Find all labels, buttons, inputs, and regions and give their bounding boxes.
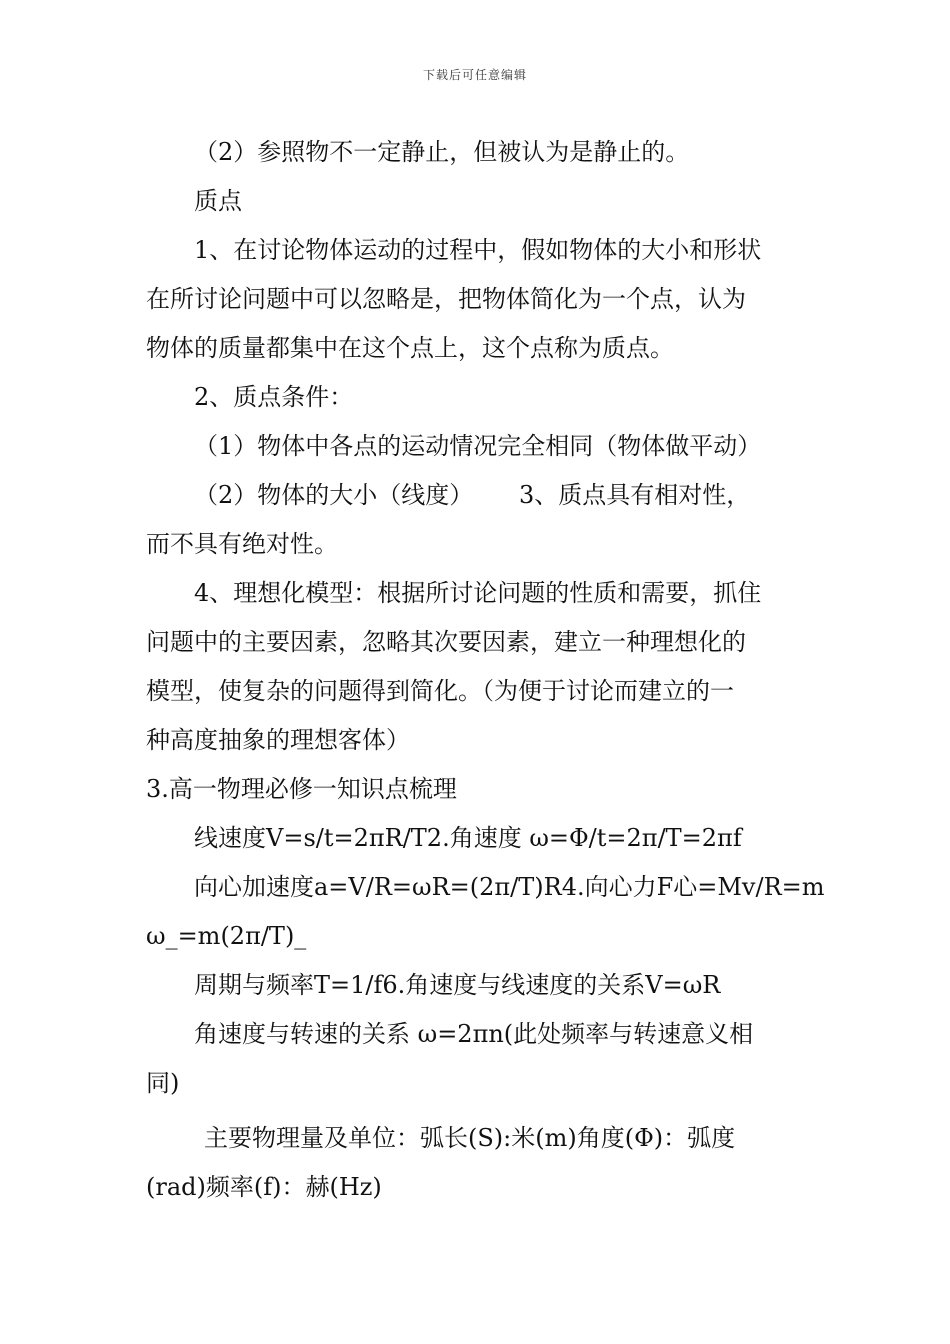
section-heading: 质点 — [194, 187, 242, 215]
section-heading: 3.高一物理必修一知识点梳理 — [146, 775, 457, 803]
formula-line: 角速度与转速的关系 ω=2πn(此处频率与转速意义相 — [194, 1020, 754, 1048]
paragraph-line: 而不具有绝对性。 — [146, 530, 338, 558]
paragraph-line: 1、在讨论物体运动的过程中，假如物体的大小和形状 — [194, 236, 762, 264]
paragraph-line: 物体的质量都集中在这个点上，这个点称为质点。 — [146, 334, 674, 362]
paragraph-line: 主要物理量及单位：弧长(S):米(m)角度(Φ)：弧度 — [204, 1124, 736, 1152]
formula-line: ω_=m(2π/T)_ — [146, 922, 307, 950]
paragraph-line: 在所讨论问题中可以忽略是，把物体简化为一个点，认为 — [146, 285, 746, 313]
page-header: 下载后可任意编辑 — [422, 68, 527, 82]
formula-line: 同) — [146, 1069, 180, 1097]
paragraph-line: 2、质点条件： — [194, 383, 354, 411]
paragraph-line: （2）物体的大小（线度） 3、质点具有相对性， — [194, 481, 751, 509]
paragraph-line: （2）参照物不一定静止，但被认为是静止的。 — [194, 138, 690, 166]
paragraph-line: (rad)频率(f)：赫(Hz) — [146, 1173, 382, 1201]
paragraph-line: 问题中的主要因素，忽略其次要因素，建立一种理想化的 — [146, 628, 746, 656]
document-body — [146, 128, 825, 1212]
paragraph-line: 模型，使复杂的问题得到简化。（为便于讨论而建立的一 — [146, 677, 734, 705]
paragraph-line: 4、理想化模型：根据所讨论问题的性质和需要，抓住 — [194, 579, 762, 607]
formula-line: 向心加速度a=V/R=ωR=(2π/T)R4.向心力F心=Mv/R=m — [194, 873, 825, 901]
formula-line: 周期与频率T=1/f6.角速度与线速度的关系V=ωR — [194, 971, 721, 999]
paragraph-line: （1）物体中各点的运动情况完全相同（物体做平动） — [194, 432, 762, 460]
paragraph-line: 种高度抽象的理想客体） — [146, 726, 410, 754]
formula-line: 线速度V=s/t=2πR/T2.角速度 ω=Φ/t=2π/T=2πf — [194, 824, 742, 852]
